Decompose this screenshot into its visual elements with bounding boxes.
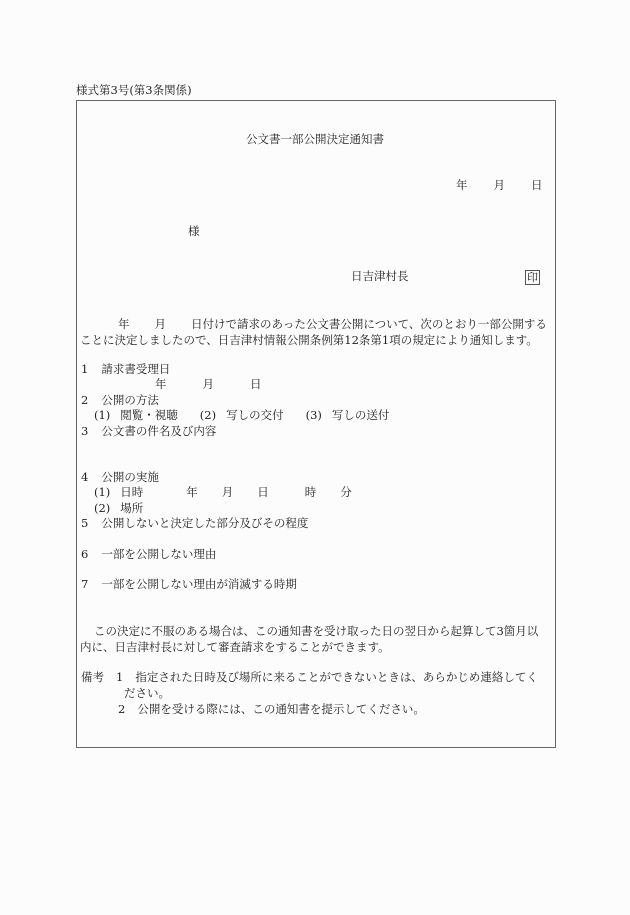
- receipt-year: 年: [155, 377, 167, 391]
- document-title: 公文書一部公開決定通知書: [246, 132, 384, 146]
- item-label: 一部を公開しない理由が消滅する時期: [101, 577, 297, 591]
- item-1: [81, 364, 170, 376]
- intro-year-label: 年: [118, 317, 130, 331]
- intro-text: 日付けで請求のあった公文書公開について、次のとおり一部公開する: [191, 317, 547, 331]
- option-view: 閲覧・視聴: [120, 408, 178, 422]
- option-copy-mail: 写しの送付: [331, 408, 390, 422]
- item-number: 6: [81, 547, 89, 561]
- item-number: 3: [81, 424, 89, 438]
- item-number: 1: [81, 362, 89, 376]
- sub-label: 日時: [120, 485, 144, 499]
- intro-month-label: 月: [154, 317, 166, 331]
- sub-label: 場所: [120, 501, 144, 515]
- notes-line-1: [81, 672, 538, 684]
- item-label: 公開の方法: [101, 393, 159, 407]
- item-number: 4: [81, 470, 89, 484]
- item-number: 5: [81, 516, 89, 530]
- item-4: [81, 472, 159, 484]
- item-2: [81, 395, 159, 407]
- disclosure-datetime: [94, 487, 352, 499]
- item-label: 公開しないと決定した部分及びその程度: [101, 516, 309, 530]
- issue-month-label: 月: [493, 178, 505, 192]
- dt-day: 日: [257, 485, 269, 499]
- issue-day-label: 日: [531, 178, 543, 192]
- appeal-line-2: 内に、日吉津村長に対して審査請求をすることができます。: [80, 640, 390, 654]
- issuer-name: 日吉津村長: [351, 269, 409, 283]
- dt-minute: 分: [340, 485, 352, 499]
- notes-label: 備考: [81, 670, 104, 684]
- note-number: 1: [116, 670, 124, 684]
- addressee-suffix: 様: [188, 224, 200, 238]
- item-number: 2: [81, 393, 89, 407]
- option-number: (1): [94, 408, 111, 422]
- item-7: [81, 579, 297, 591]
- option-copy-delivery: 写しの交付: [226, 408, 284, 422]
- sub-number: (2): [94, 501, 111, 515]
- note-number: 2: [118, 702, 126, 716]
- disclosure-method-options: [94, 410, 389, 422]
- receipt-day: 日: [250, 377, 262, 391]
- option-number: (2): [199, 408, 217, 422]
- issue-year-label: 年: [456, 178, 468, 192]
- item-label: 一部を公開しない理由: [101, 547, 217, 561]
- item-number: 7: [81, 577, 89, 591]
- item-5: [81, 518, 308, 530]
- option-number: (3): [305, 408, 322, 422]
- item-6: [81, 549, 216, 561]
- disclosure-place: [94, 503, 143, 515]
- dt-month: 月: [221, 485, 234, 499]
- form-label: 様式第3号(第3条関係): [76, 83, 192, 97]
- note-text: 指定された日時及び場所に来ることができないときは、あらかじめ連絡してく: [135, 670, 538, 684]
- item-label: 公開の実施: [101, 470, 159, 484]
- note-text: 公開を受ける際には、この通知書を提示してください。: [137, 702, 425, 716]
- item-3: [81, 426, 216, 438]
- receipt-month: 月: [202, 377, 214, 391]
- issue-date: [456, 180, 543, 192]
- intro-line-2: ことに決定しましたので、日吉津村情報公開条例第12条第1項の規定により通知します。: [80, 333, 538, 347]
- item-label: 請求書受理日: [101, 362, 171, 376]
- dt-year: 年: [186, 485, 198, 499]
- notes-line-3: [118, 704, 425, 716]
- seal-mark: 印: [527, 271, 538, 284]
- intro-line-1: [118, 319, 547, 331]
- item-label: 公文書の件名及び内容: [101, 424, 217, 438]
- appeal-line-1: この決定に不服のある場合は、この通知書を受け取った日の翌日から起算して3箇月以: [94, 624, 539, 638]
- receipt-date-line: [155, 379, 262, 391]
- sub-number: (1): [94, 485, 111, 499]
- dt-hour: 時: [304, 485, 317, 499]
- notes-line-2: ださい。: [124, 686, 170, 700]
